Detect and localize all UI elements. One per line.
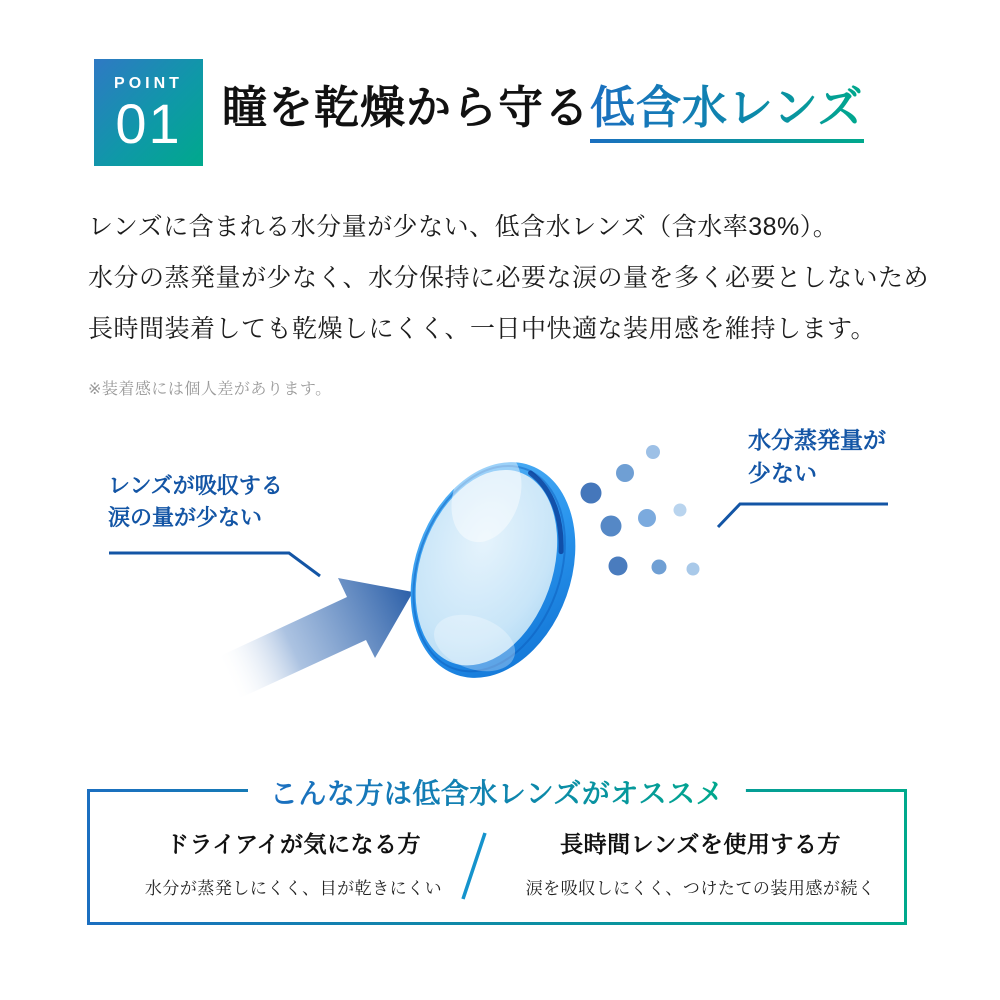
right-callout-line-2: 少ない: [748, 460, 817, 486]
water-dot: [638, 509, 656, 527]
lens-dark-edge-highlight: [509, 473, 582, 552]
water-dot: [609, 557, 628, 576]
page-title-gradient: 低含水レンズ: [590, 82, 864, 143]
recommend-item-desc: 涙を吸収しにくく、つけたての装用感が続く: [525, 879, 876, 898]
point-badge: [94, 59, 203, 166]
contact-lens-illustration: [382, 435, 605, 701]
intro-line-1: レンズに含まれる水分量が少ない、低含水レンズ（含水率38%）。: [88, 213, 839, 241]
recommend-section: [87, 778, 907, 925]
right-callout: [748, 424, 886, 490]
recommend-item-title: ドライアイが気になる方: [165, 831, 422, 857]
lens-bottom-gloss: [426, 605, 523, 682]
evaporating-water-dots: [581, 445, 700, 576]
water-dot: [601, 516, 622, 537]
water-dot: [581, 483, 602, 504]
recommend-item-title: 長時間レンズを使用する方: [560, 831, 841, 857]
recommend-heading: [248, 772, 746, 812]
point-badge-number: 01: [115, 92, 182, 155]
lens-inner-edge: [387, 445, 592, 692]
water-dot: [687, 563, 700, 576]
left-callout-line-1: レンズが吸収する: [108, 473, 283, 498]
recommend-heading-text: こんな方は低含水レンズがオススメ: [269, 778, 725, 809]
water-dot: [646, 445, 660, 459]
right-callout-line-1: 水分蒸発量が: [748, 427, 886, 453]
intro-disclaimer-note: ※装着感には個人差があります。: [88, 381, 332, 398]
recommend-item-desc: 水分が蒸発しにくく、目が乾きにくい: [144, 879, 443, 898]
left-callout: [108, 470, 283, 534]
right-callout-leader-line: [718, 504, 888, 527]
water-dot: [674, 504, 687, 517]
left-callout-leader-line: [109, 553, 320, 576]
intro-paragraph: [88, 202, 948, 415]
absorption-arrow: [218, 578, 413, 699]
page-title: [222, 82, 864, 143]
lens-gloss: [439, 439, 533, 552]
page-title-black: 瞳を乾燥から守る: [222, 82, 591, 133]
left-callout-line-2: 涙の量が少ない: [108, 505, 263, 530]
water-dot: [652, 560, 667, 575]
intro-line-2: 水分の蒸発量が少なく、水分保持に必要な涙の量を多く必要としないため: [88, 264, 930, 292]
intro-line-3: 長時間装着しても乾燥しにくく、一日中快適な装用感を維持します。: [88, 315, 877, 343]
lens-body: [390, 450, 582, 684]
point-badge-label: POINT: [114, 75, 183, 92]
water-dot: [616, 464, 634, 482]
lens-rim: [382, 439, 603, 700]
